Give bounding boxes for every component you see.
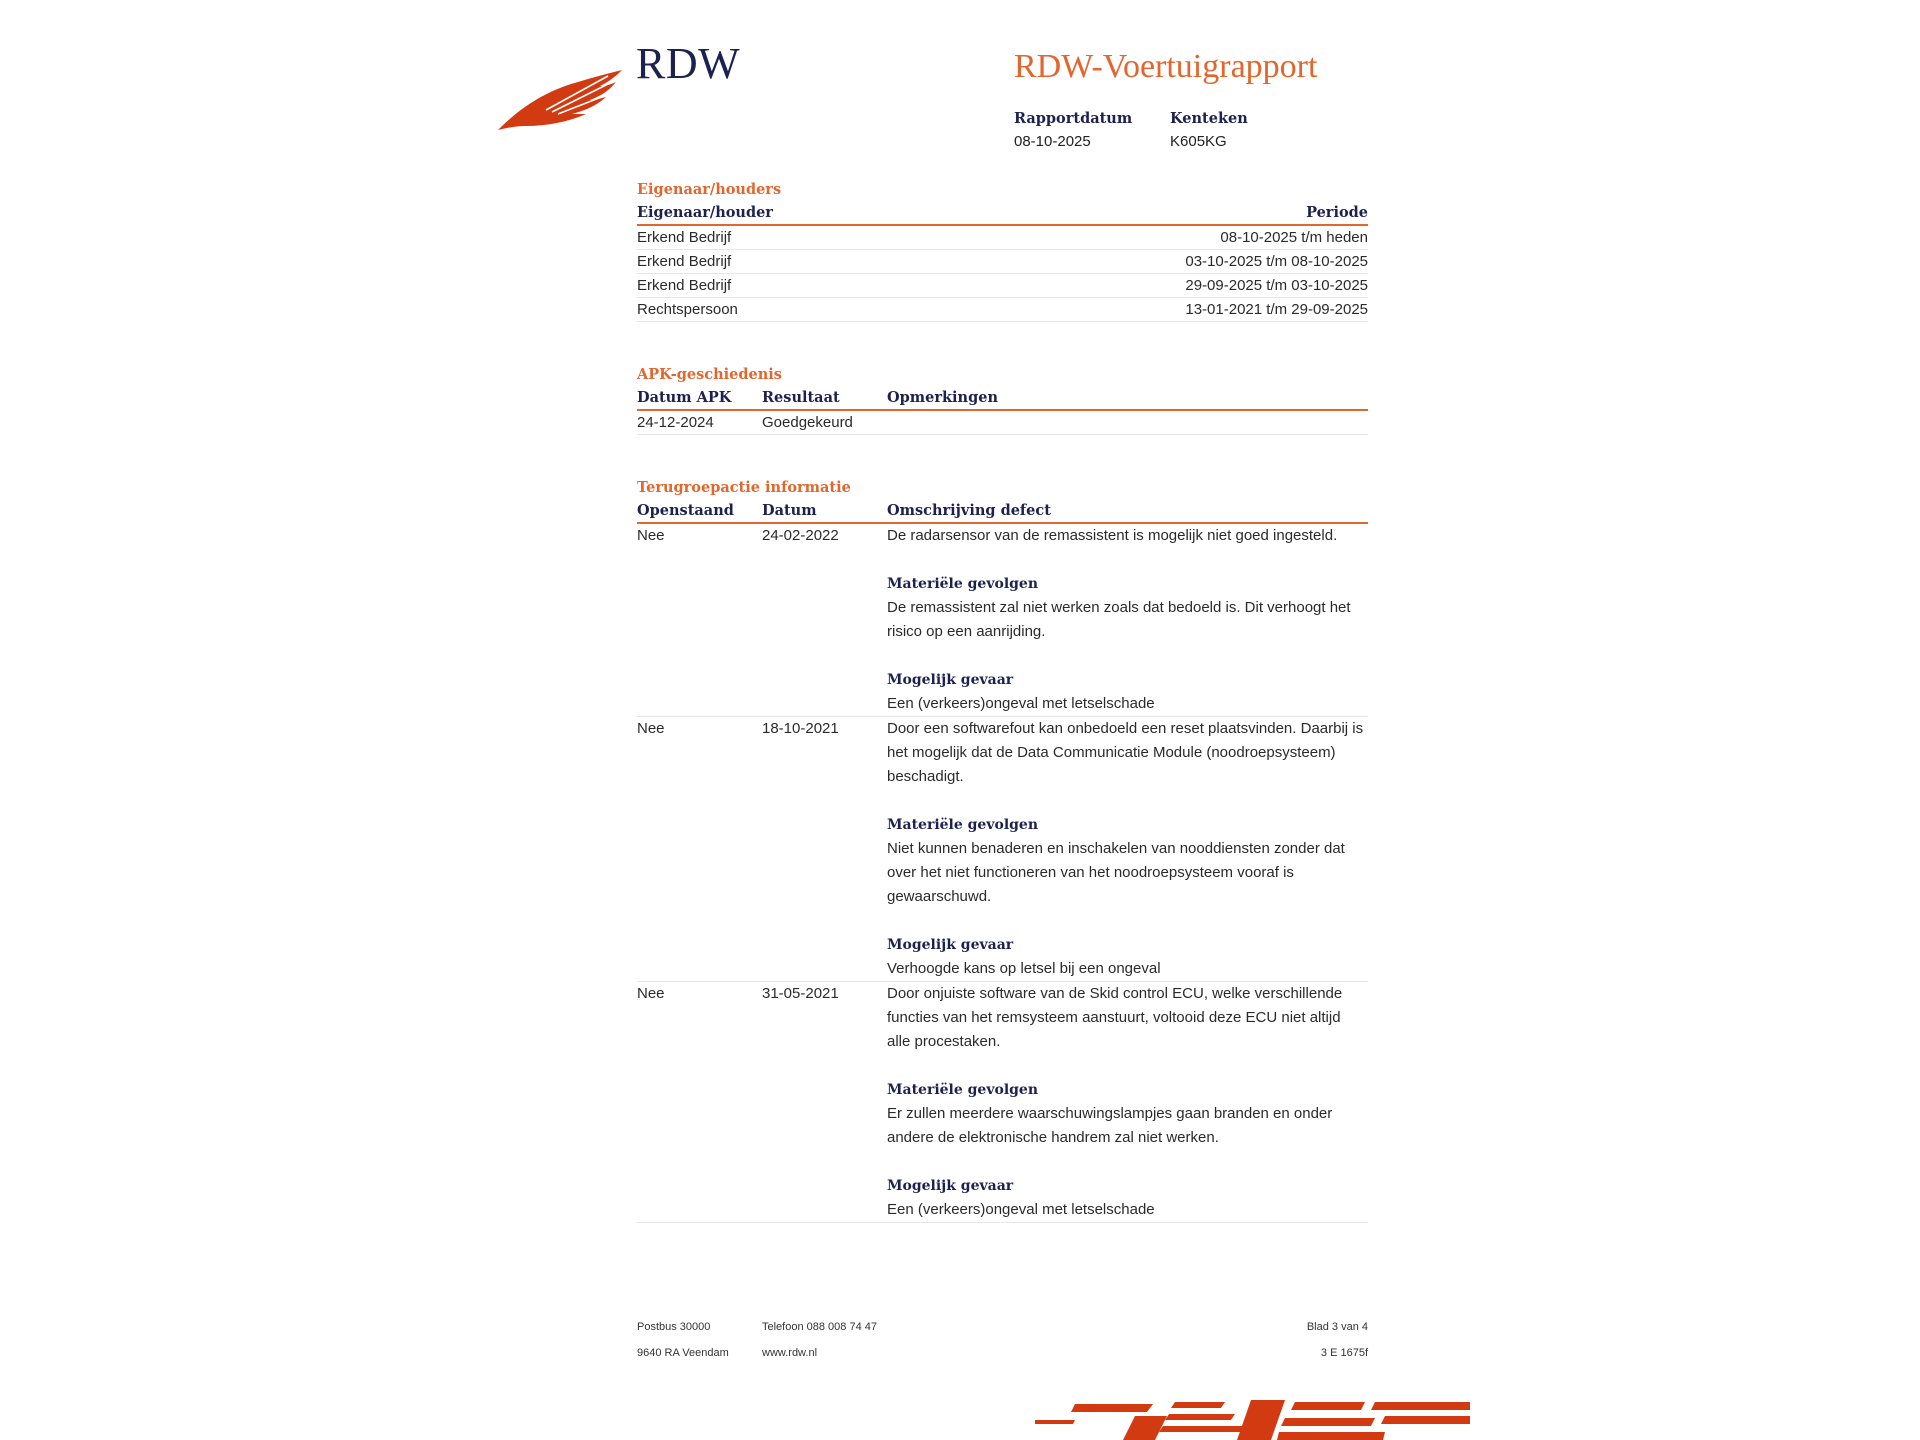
apk-remarks-cell (887, 411, 1368, 434)
apk-remarks-column-header: Opmerkingen (887, 389, 998, 406)
apk-result-cell: Goedgekeurd (762, 414, 853, 431)
defect-description: De radarsensor van de remassistent is mogelijk niet goed ingesteld. (887, 527, 1338, 544)
open-cell: Nee (637, 527, 665, 544)
consequences-heading: Materiële gevolgen (887, 576, 1039, 592)
table-row (637, 226, 1368, 250)
report-title: RDW-Voertuigrapport (1014, 48, 1318, 85)
owner-cell: Erkend Bedrijf (637, 229, 732, 246)
recall-date-column-header: Datum (762, 502, 817, 519)
license-plate-block (1170, 110, 1248, 150)
defect-cell (887, 717, 1368, 981)
table-row (637, 717, 1368, 982)
apk-date-column-header: Datum APK (637, 389, 732, 406)
consequences-text: De remassistent zal niet werken zoals dat bedoeld is. Dit verhoogt het risico op een aanrijding. (887, 599, 1351, 640)
table-row (637, 524, 1368, 717)
open-column-header: Openstaand (637, 502, 734, 519)
decorative-stripes-icon (1035, 1398, 1470, 1440)
recall-date-cell: 18-10-2021 (762, 720, 839, 737)
license-plate-value: K605KG (1170, 133, 1227, 150)
owner-cell: Rechtspersoon (637, 301, 738, 318)
table-row (637, 411, 1368, 435)
rdw-logo-icon (496, 62, 624, 132)
apk-date-cell: 24-12-2024 (637, 414, 714, 431)
defect-column-header: Omschrijving defect (887, 502, 1051, 519)
period-column-header: Periode (1306, 204, 1368, 221)
danger-heading: Mogelijk gevaar (887, 1178, 1014, 1194)
apk-result-column-header: Resultaat (762, 389, 840, 406)
recall-date-cell: 24-02-2022 (762, 527, 839, 544)
period-cell: 29-09-2025 t/m 03-10-2025 (1185, 277, 1368, 294)
period-cell: 13-01-2021 t/m 29-09-2025 (1185, 301, 1368, 318)
consequences-heading: Materiële gevolgen (887, 817, 1039, 833)
apk-table-header (637, 387, 1368, 411)
danger-text: Een (verkeers)ongeval met letselschade (887, 695, 1155, 712)
footer-phone: Telefoon 088 008 74 47 (762, 1321, 877, 1333)
report-date-value: 08-10-2025 (1014, 133, 1091, 150)
period-cell: 03-10-2025 t/m 08-10-2025 (1185, 253, 1368, 270)
danger-text: Een (verkeers)ongeval met letselschade (887, 1201, 1155, 1218)
table-row (637, 274, 1368, 298)
footer-page-number: Blad 3 van 4 (1306, 1321, 1368, 1333)
recall-section (637, 476, 1368, 1223)
open-cell: Nee (637, 985, 665, 1002)
table-row (637, 298, 1368, 322)
owner-column-header: Eigenaar/houder (637, 204, 773, 221)
owner-cell: Erkend Bedrijf (637, 253, 732, 270)
owners-table-header (637, 202, 1368, 226)
footer-website-link[interactable]: www.rdw.nl (762, 1347, 818, 1359)
defect-cell (887, 524, 1368, 716)
defect-description: Door onjuiste software van de Skid control ECU, welke verschillende functies van het remsysteem aanstuurt, voltooid deze ECU niet altijd alle procestaken. (887, 985, 1343, 1050)
defect-cell (887, 982, 1368, 1222)
apk-section (637, 363, 1368, 435)
period-cell: 08-10-2025 t/m heden (1220, 229, 1368, 246)
report-date-label: Rapportdatum (1014, 110, 1133, 127)
license-plate-label: Kenteken (1170, 110, 1248, 127)
danger-text: Verhoogde kans op letsel bij een ongeval (887, 960, 1161, 977)
brand-name: RDW (636, 39, 741, 88)
footer-document-code: 3 E 1675f (1320, 1347, 1368, 1359)
open-cell: Nee (637, 720, 665, 737)
footer-city: 9640 RA Veendam (637, 1347, 729, 1359)
owners-title: Eigenaar/houders (637, 181, 782, 198)
table-row (637, 982, 1368, 1223)
danger-heading: Mogelijk gevaar (887, 672, 1014, 688)
owners-section (637, 178, 1368, 322)
report-date-block (1014, 110, 1132, 150)
recall-date-cell: 31-05-2021 (762, 985, 839, 1002)
table-row (637, 250, 1368, 274)
apk-title: APK-geschiedenis (637, 366, 782, 383)
owner-cell: Erkend Bedrijf (637, 277, 732, 294)
consequences-text: Niet kunnen benaderen en inschakelen van nooddiensten zonder dat over het niet functioneren van het noodroepsysteem vooraf is gewaarschuwd. (887, 840, 1345, 905)
recall-table-header (637, 500, 1368, 524)
footer-postbus: Postbus 30000 (637, 1321, 711, 1333)
consequences-heading: Materiële gevolgen (887, 1082, 1039, 1098)
consequences-text: Er zullen meerdere waarschuwingslampjes gaan branden en onder andere de elektronische handrem zal niet werken. (887, 1105, 1333, 1146)
recall-title: Terugroepactie informatie (637, 479, 851, 496)
defect-description: Door een softwarefout kan onbedoeld een reset plaatsvinden. Daarbij is het mogelijk dat de Data Communicatie Module (noodroepsysteem) beschadigt. (887, 720, 1364, 785)
danger-heading: Mogelijk gevaar (887, 937, 1014, 953)
